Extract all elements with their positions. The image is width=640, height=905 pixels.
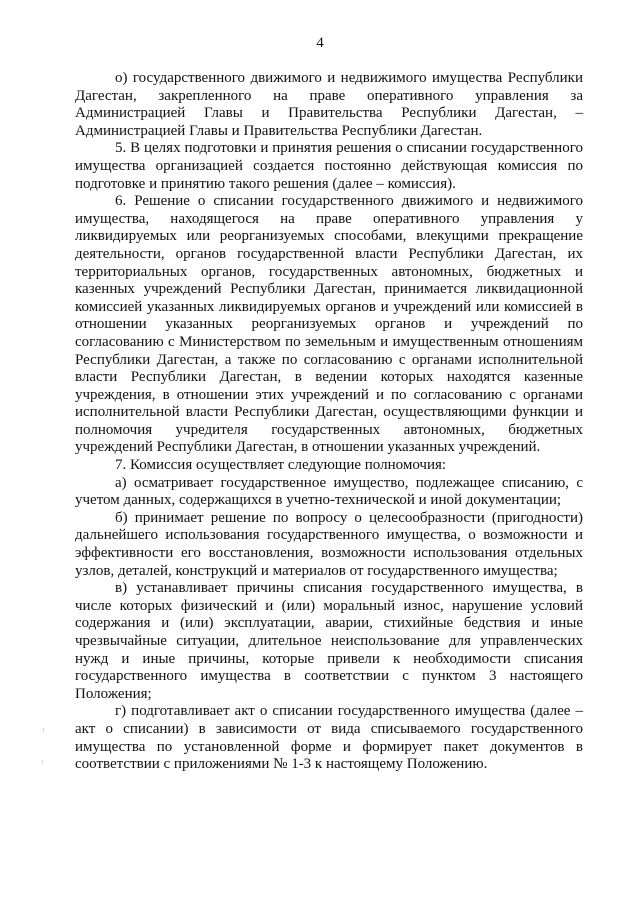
paragraph-5-commission: 5. В целях подготовки и принятия решения о списании государственного имущества организацией создается постоянно действующая комиссия по подготовке и принятию такого решения (далее – комиссия).	[75, 140, 583, 192]
paragraph-7v-reasons: в) устанавливает причины списания государственного имущества, в числе которых физический и (или) моральный износ, нарушение условий содержания и (или) эксплуатации, аварии, стихийные бедствия и иные чрезвычайные ситуации, длительное неиспользование для управленческих нужд и иные причины, которые привели к необходимости списания государственного имущества в соответствии с пунктом 3 настоящего Положения;	[75, 580, 583, 702]
paragraph-7g-act: г) подготавливает акт о списании государственного имущества (далее – акт о списании) в зависимости от вида списываемого государственного имущества по установленной форме и формирует пакет документов в соответствии с приложениями № 1-3 к настоящему Положению.	[75, 703, 583, 773]
paragraph-6-write-off-decision: 6. Решение о списании государственного движимого и недвижимого имущества, находящегося на праве оперативного управления у ликвидируемых или реорганизуемых способами, влекущими прекращение деятельности, органов государственной власти Республики Дагестан, их территориальных органов, государственных автономных, бюджетных и казенных учреждений Республики Дагестан, принимается ликвидационной комиссией указанных ликвидируемых органов и учреждений или комиссией в отношении указанных реорганизуемых органов и учреждений по согласованию с Министерством по земельным и имущественным отношениям Республики Дагестан, а также по согласованию с органами исполнительной власти Республики Дагестан, в ведении которых находятся казенные учреждения, в отношении этих учреждений и по согласованию с органами исполнительной власти Республики Дагестан, осуществляющими функции и полномочия учредителя государственных автономных, бюджетных учреждений Республики Дагестан, в отношении указанных учреждений.	[75, 193, 583, 456]
paragraph-o-property: о) государственного движимого и недвижимого имущества Республики Дагестан, закрепленного на праве оперативного управления за Администрацией Главы и Правительства Республики Дагестан, – Администрацией Главы и Правительства Республики Дагестан.	[75, 70, 583, 139]
page-number: 4	[316, 35, 324, 51]
paragraph-7a-inspect: а) осматривает государственное имущество, подлежащее списанию, с учетом данных, содержащихся в учетно-технической и иной документации;	[75, 474, 583, 509]
paragraph-7b-decide: б) принимает решение по вопросу о целесообразности (пригодности) дальнейшего использования государственного имущества, о возможности и эффективности его восстановления, возможности использования отдельных узлов, деталей, конструкций и материалов от государственного имущества;	[75, 509, 583, 579]
scan-speck	[43, 728, 44, 732]
document-body	[75, 70, 583, 774]
scan-speck	[42, 760, 43, 763]
paragraph-7-powers: 7. Комиссия осуществляет следующие полномочия:	[115, 457, 447, 474]
